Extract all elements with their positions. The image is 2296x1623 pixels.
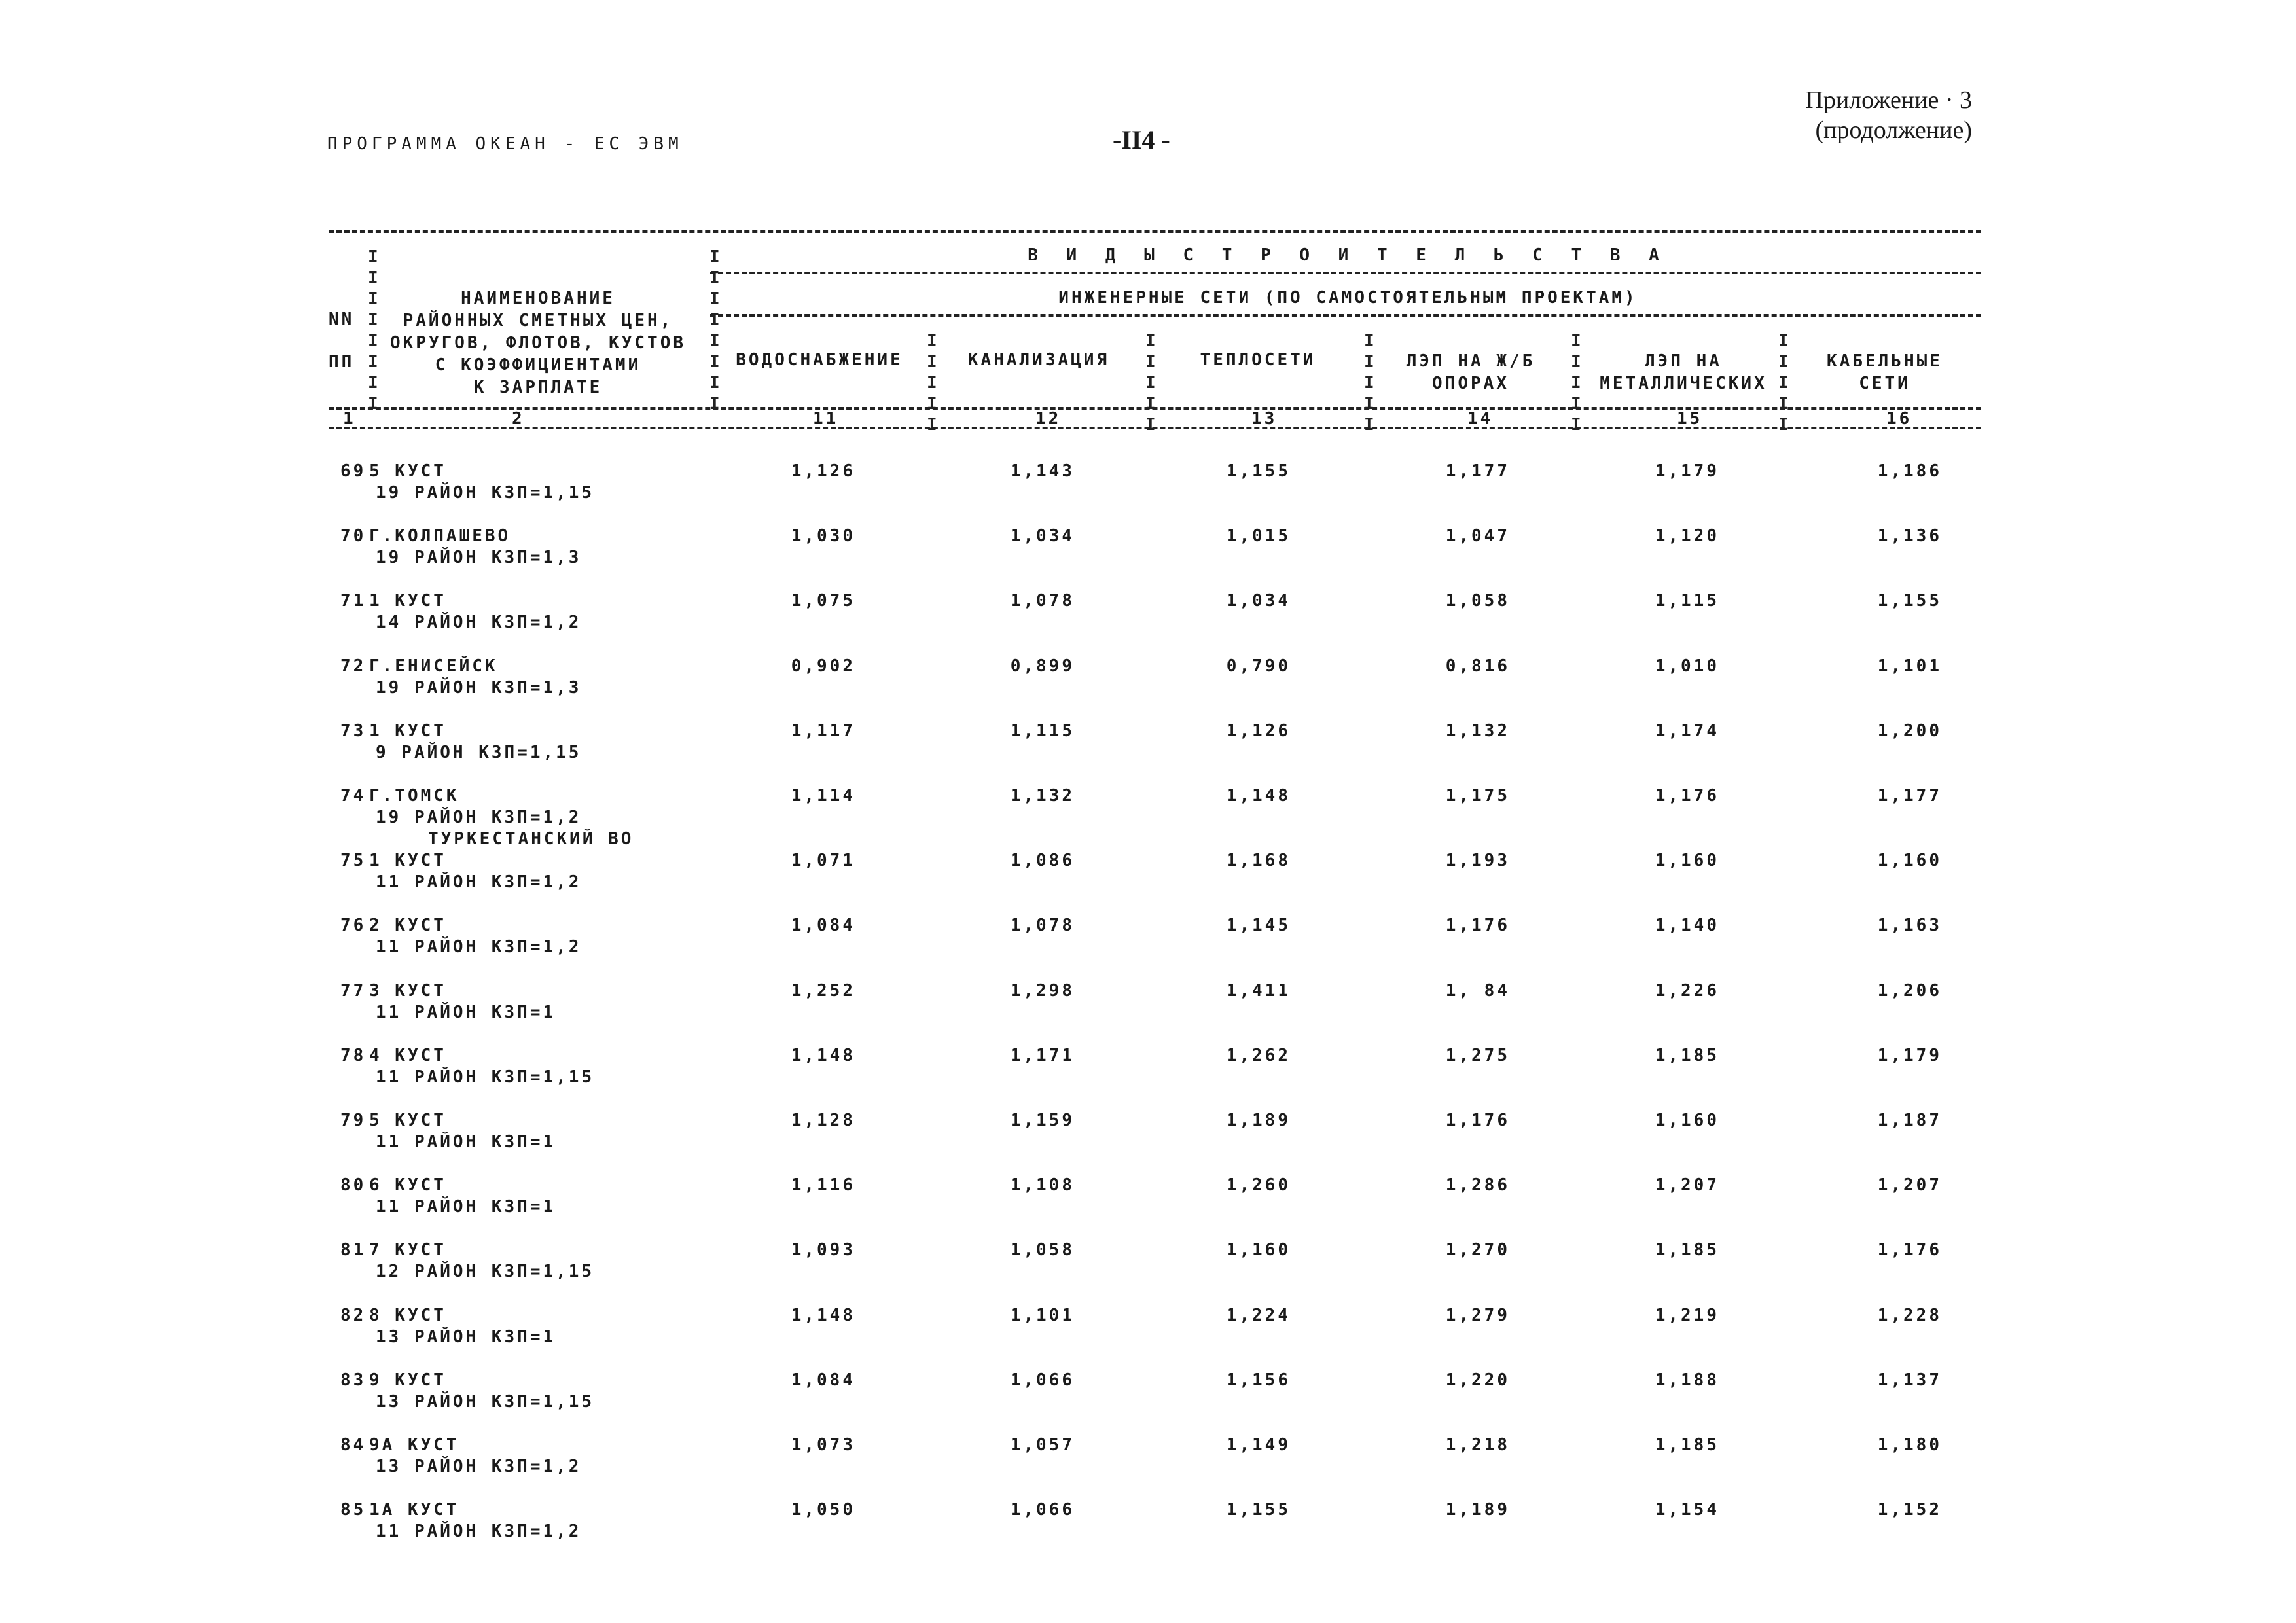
value-cell: 1,193 [1445,851,1510,870]
value-cell: 1,160 [1655,851,1719,870]
value-cell: 1,174 [1655,721,1719,741]
column-header-line2: СЕТИ [1859,374,1910,393]
table-row [329,1240,1981,1302]
row-region: 11 РАЙОН КЗП=1,2 [376,1522,582,1541]
header-name-line: НАИМЕНОВАНИЕ [461,289,615,308]
value-cell: 1,075 [791,591,855,611]
row-name: 9А КУСТ [369,1435,459,1455]
value-cell: 1,219 [1655,1306,1719,1325]
value-cell: 1,149 [1226,1435,1291,1455]
column-separator: I I I I I I I I [368,247,381,414]
value-cell: 1,101 [1010,1306,1075,1325]
table-top-rule [329,230,1981,233]
value-cell: 1,057 [1010,1435,1075,1455]
value-cell: 1,116 [791,1175,855,1195]
row-name: Г.ТОМСК [369,786,459,806]
row-name: 6 КУСТ [369,1175,446,1195]
row-region: 11 РАЙОН КЗП=1 [376,1003,556,1022]
value-cell: 1,189 [1226,1111,1291,1130]
value-cell: 1,189 [1445,1500,1510,1520]
value-cell: 1,015 [1226,526,1291,546]
value-cell: 1,159 [1010,1111,1075,1130]
index-cell: 11 [813,409,839,429]
value-cell: 1,176 [1445,916,1510,935]
row-name: 1А КУСТ [369,1500,459,1520]
value-cell: 1,078 [1010,916,1075,935]
value-cell: 1,176 [1877,1240,1942,1260]
column-header [1369,350,1572,395]
value-cell: 1,228 [1877,1306,1942,1325]
value-cell: 1,270 [1445,1240,1510,1260]
value-cell: 1,030 [791,526,855,546]
column-separator: I I I I I [1778,331,1791,435]
value-cell: 0,816 [1445,656,1510,676]
value-cell: 1,206 [1877,981,1942,1001]
value-cell: 1,155 [1226,1500,1291,1520]
header-name-line: ОКРУГОВ, ФЛОТОВ, КУСТОВ [389,333,687,353]
value-cell: 0,790 [1226,656,1291,676]
value-cell: 1,084 [791,916,855,935]
column-separator: I I I I I [1145,331,1158,435]
row-region: 12 РАЙОН КЗП=1,15 [376,1262,595,1281]
value-cell: 1,034 [1010,526,1075,546]
value-cell: 1,034 [1226,591,1291,611]
row-region: 19 РАЙОН КЗП=1,15 [376,483,595,503]
value-cell: 1,176 [1445,1111,1510,1130]
value-cell: 1,050 [791,1500,855,1520]
value-cell: 1,047 [1445,526,1510,546]
value-cell: 1,137 [1877,1370,1942,1390]
row-number: 75 [340,851,367,870]
value-cell: 1,260 [1226,1175,1291,1195]
column-header-line1: КАБЕЛЬНЫЕ [1827,351,1943,371]
value-cell: 1,160 [1655,1111,1719,1130]
row-number: 74 [340,786,367,806]
value-cell: 1,010 [1655,656,1719,676]
row-number: 81 [340,1240,367,1260]
value-cell: 1,148 [791,1046,855,1065]
value-cell: 1,179 [1655,461,1719,481]
value-cell: 1,148 [1226,786,1291,806]
page-number: -II4 - [1113,125,1170,154]
table-row [329,1175,1981,1238]
value-cell: 1,093 [791,1240,855,1260]
row-number: 78 [340,1046,367,1065]
column-header-line1: ВОДОСНАБЖЕНИЕ [736,350,903,370]
value-cell: 1,160 [1226,1240,1291,1260]
value-cell: 1,132 [1010,786,1075,806]
value-cell: 1,156 [1226,1370,1291,1390]
value-cell: 1,120 [1655,526,1719,546]
row-number: 69 [340,461,367,481]
row-name: 1 КУСТ [369,721,446,741]
value-cell: 1,058 [1445,591,1510,611]
row-name: Г.КОЛПАШЕВО [369,526,511,546]
value-cell: 1,177 [1877,786,1942,806]
header-pp: ПП [329,352,355,372]
index-cell: 13 [1251,409,1278,429]
value-cell: 1,175 [1445,786,1510,806]
value-cell: 1,275 [1445,1046,1510,1065]
value-cell: 1,218 [1445,1435,1510,1455]
index-cell: 1 [343,409,356,429]
column-header-line1: ЛЭП НА Ж/Б [1406,351,1535,371]
row-number: 83 [340,1370,367,1390]
value-cell: 1,066 [1010,1500,1075,1520]
row-name: 7 КУСТ [369,1240,446,1260]
value-cell: 1,286 [1445,1175,1510,1195]
header-name-line: С КОЭФФИЦИЕНТАМИ [435,355,641,375]
value-cell: 1,180 [1877,1435,1942,1455]
table-row [329,721,1981,783]
value-cell: 1,226 [1655,981,1719,1001]
row-number: 85 [340,1500,367,1520]
row-number: 79 [340,1111,367,1130]
value-cell: 1,066 [1010,1370,1075,1390]
table-row [329,1111,1981,1173]
row-region: 11 РАЙОН КЗП=1,2 [376,937,582,957]
column-header-line1: ЛЭП НА [1645,351,1722,371]
column-header-line2: МЕТАЛЛИЧЕСКИХ [1600,374,1767,393]
value-cell: 1,073 [791,1435,855,1455]
value-cell: 1,136 [1877,526,1942,546]
value-cell: 1,108 [1010,1175,1075,1195]
value-cell: 1,188 [1655,1370,1719,1390]
row-region: 11 РАЙОН КЗП=1 [376,1132,556,1152]
value-cell: 1,220 [1445,1370,1510,1390]
table-row [329,829,1981,913]
row-name: 5 КУСТ [369,1111,446,1130]
value-cell: 1,171 [1010,1046,1075,1065]
row-region: 11 РАЙОН КЗП=1,15 [376,1067,595,1087]
row-number: 77 [340,981,367,1001]
table-row [329,526,1981,588]
subgroup-title: ИНЖЕНЕРНЫЕ СЕТИ (ПО САМОСТОЯТЕЛЬНЫМ ПРОЕКТАМ) [1058,288,1638,308]
row-region: 9 РАЙОН КЗП=1,15 [376,743,582,762]
row-name: 1 КУСТ [369,851,446,870]
value-cell: 1,148 [791,1306,855,1325]
value-cell: 1,155 [1226,461,1291,481]
value-cell: 1,411 [1226,981,1291,1001]
value-cell: 1,086 [1010,851,1075,870]
value-cell: 1,126 [1226,721,1291,741]
column-header-line1: КАНАЛИЗАЦИЯ [967,350,1110,370]
column-separator: I I I I I [1364,331,1377,435]
row-region: 14 РАЙОН КЗП=1,2 [376,613,582,632]
value-cell: 1,279 [1445,1306,1510,1325]
value-cell: 1,143 [1010,461,1075,481]
column-separator: I I I I I [1571,331,1584,435]
row-number: 80 [340,1175,367,1195]
header-nn: NN [329,310,355,329]
table-row [329,1046,1981,1108]
row-number: 72 [340,656,367,676]
value-cell: 0,899 [1010,656,1075,676]
value-cell: 1,128 [791,1111,855,1130]
appendix-note [1805,85,1972,145]
value-cell: 1,163 [1877,916,1942,935]
value-cell: 1,145 [1226,916,1291,935]
value-cell: 1,179 [1877,1046,1942,1065]
value-cell: 1,298 [1010,981,1075,1001]
row-name: 9 КУСТ [369,1370,446,1390]
table-row [329,656,1981,719]
value-cell: 1,058 [1010,1240,1075,1260]
table-row [329,591,1981,653]
row-number: 73 [340,721,367,741]
column-header [715,350,924,370]
value-cell: 1,187 [1877,1111,1942,1130]
row-region: 13 РАЙОН КЗП=1,15 [376,1392,595,1412]
column-header [1579,350,1788,395]
index-cell: 12 [1035,409,1062,429]
row-number: 70 [340,526,367,546]
value-cell: 1,200 [1877,721,1942,741]
value-cell: 1,160 [1877,851,1942,870]
value-cell: 1,186 [1877,461,1942,481]
subgroup-rule [710,314,1981,317]
value-cell: 1, 84 [1445,981,1510,1001]
value-cell: 1,115 [1655,591,1719,611]
row-number: 82 [340,1306,367,1325]
table-row [329,1435,1981,1497]
appendix-continuation: (продолжение) [1815,116,1972,144]
row-region: 13 РАЙОН КЗП=1 [376,1327,556,1347]
row-name: Г.ЕНИСЕЙСК [369,656,498,676]
column-header-line1: ТЕПЛОСЕТИ [1200,350,1316,370]
table-row [329,1306,1981,1368]
row-number: 84 [340,1435,367,1455]
index-cell: 14 [1467,409,1494,429]
value-cell: 1,154 [1655,1500,1719,1520]
table-row [329,916,1981,978]
column-header [931,350,1147,370]
index-cell: 2 [512,409,525,429]
appendix-title: Приложение · 3 [1805,86,1972,114]
row-region: 13 РАЙОН КЗП=1,2 [376,1457,582,1476]
table-row [329,1500,1981,1562]
row-region: 19 РАЙОН КЗП=1,3 [376,548,582,567]
value-cell: 1,185 [1655,1046,1719,1065]
table-row [329,981,1981,1043]
row-region: 19 РАЙОН КЗП=1,3 [376,678,582,698]
column-separator: I I I I I I I I [709,247,723,414]
row-name: 5 КУСТ [369,461,446,481]
row-name: 2 КУСТ [369,916,446,935]
row-name-prefix: ТУРКЕСТАНСКИЙ ВО [428,829,634,849]
column-header [1788,350,1981,395]
value-cell: 1,078 [1010,591,1075,611]
value-cell: 1,168 [1226,851,1291,870]
table-row [329,461,1981,524]
value-cell: 1,207 [1877,1175,1942,1195]
row-name: 1 КУСТ [369,591,446,611]
group-title: В И Д Ы С Т Р О И Т Е Л Ь С Т В А [1028,245,1668,265]
value-cell: 1,185 [1655,1435,1719,1455]
value-cell: 1,114 [791,786,855,806]
table-row [329,1370,1981,1433]
row-name: 8 КУСТ [369,1306,446,1325]
value-cell: 1,155 [1877,591,1942,611]
header-name-line: РАЙОННЫХ СМЕТНЫХ ЦЕН, [403,311,673,330]
row-number: 71 [340,591,367,611]
column-header-line2: ОПОРАХ [1432,374,1509,393]
value-cell: 1,207 [1655,1175,1719,1195]
header-name [368,287,708,399]
value-cell: 1,177 [1445,461,1510,481]
row-name: 3 КУСТ [369,981,446,1001]
value-cell: 1,126 [791,461,855,481]
row-region: 11 РАЙОН КЗП=1,2 [376,872,582,892]
value-cell: 1,101 [1877,656,1942,676]
index-cell: 16 [1886,409,1912,429]
value-cell: 1,176 [1655,786,1719,806]
column-header [1150,350,1366,370]
row-number: 76 [340,916,367,935]
value-cell: 1,152 [1877,1500,1942,1520]
value-cell: 1,262 [1226,1046,1291,1065]
value-cell: 1,071 [791,851,855,870]
group-rule [710,272,1981,274]
value-cell: 1,140 [1655,916,1719,935]
column-separator: I I I I I [927,331,940,435]
row-name: 4 КУСТ [369,1046,446,1065]
index-cell: 15 [1677,409,1703,429]
value-cell: 1,117 [791,721,855,741]
row-region: 11 РАЙОН КЗП=1 [376,1197,556,1217]
value-cell: 1,132 [1445,721,1510,741]
value-cell: 0,902 [791,656,855,676]
value-cell: 1,252 [791,981,855,1001]
row-region: 19 РАЙОН КЗП=1,2 [376,808,582,827]
header-name-line: К ЗАРПЛАТЕ [473,378,603,397]
value-cell: 1,084 [791,1370,855,1390]
program-label: ПРОГРАММА ОКЕАН - ЕС ЭВМ [327,134,683,154]
value-cell: 1,115 [1010,721,1075,741]
value-cell: 1,224 [1226,1306,1291,1325]
value-cell: 1,185 [1655,1240,1719,1260]
